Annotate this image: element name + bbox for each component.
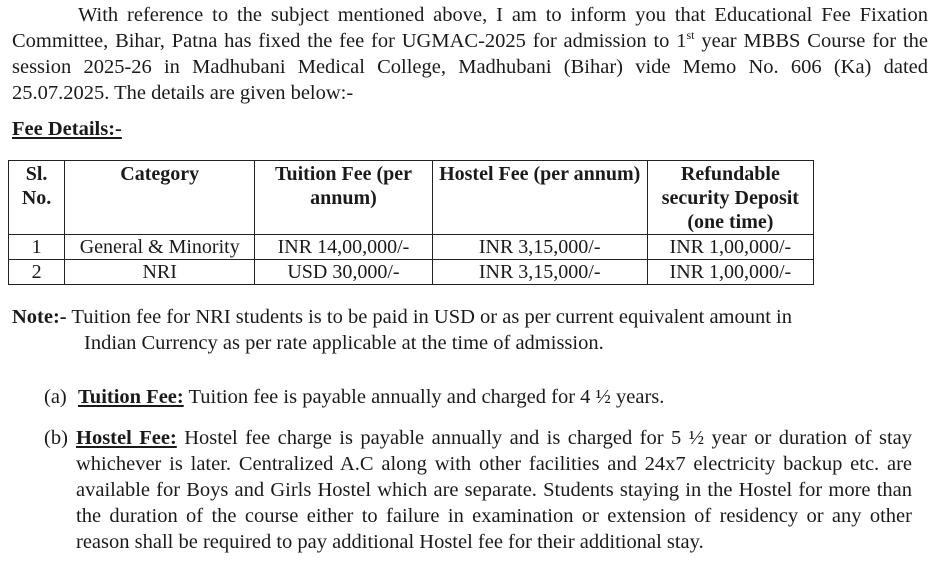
cell-hostel-fee: INR 3,15,000/- bbox=[432, 235, 647, 260]
cell-tuition-fee: USD 30,000/- bbox=[255, 260, 432, 285]
item-text: Hostel fee charge is payable annually and is charged for 5 ½ year or duration of stay whichever is later. Centralized A.C along with other facilities and 24x7 electricity backup etc. are available for Boys and Girls Hostel which are separate. Students staying in the Hostel for more than the duration of the course either to failure in examination or extension of residency or any other reason shall be required to pay additional Hostel fee for their additional stay. bbox=[76, 427, 913, 553]
cell-tuition-fee: INR 14,00,000/- bbox=[255, 235, 432, 260]
item-marker: (b) bbox=[44, 427, 68, 449]
header-hostel-fee: Hostel Fee (per annum) bbox=[432, 161, 647, 235]
note-line-1: Tuition fee for NRI students is to be paid in USD or as per current equivalent amount in bbox=[66, 306, 792, 328]
cell-hostel-fee: INR 3,15,000/- bbox=[432, 260, 647, 285]
cell-security-deposit: INR 1,00,000/- bbox=[647, 260, 813, 285]
note-line-2: Indian Currency as per rate applicable at the time of admission. bbox=[84, 332, 604, 354]
list-item-tuition-fee bbox=[44, 384, 924, 410]
cell-sl-no: 1 bbox=[9, 235, 65, 260]
cell-category: NRI bbox=[65, 260, 255, 285]
table-row bbox=[9, 235, 814, 260]
cell-category: General & Minority bbox=[65, 235, 255, 260]
item-heading: Tuition Fee: bbox=[78, 386, 184, 408]
cell-security-deposit: INR 1,00,000/- bbox=[647, 235, 813, 260]
header-category: Category bbox=[65, 161, 255, 235]
list-item-hostel-fee bbox=[44, 425, 912, 555]
table-row bbox=[9, 260, 814, 285]
intro-paragraph bbox=[12, 2, 928, 106]
note-paragraph bbox=[12, 304, 932, 356]
item-text: Tuition fee is payable annually and charged for 4 ½ years. bbox=[183, 386, 665, 408]
item-marker: (a) bbox=[44, 386, 67, 408]
header-security-deposit: Refundable security Deposit (one time) bbox=[647, 161, 813, 235]
intro-text-end: year MBBS Course for the session 2025-26 in Madhubani Medical College, Madhubani (Bihar) vide Memo No. 606 (Ka) dated 25.07.2025. The details are given below:- bbox=[12, 30, 928, 104]
fee-table bbox=[8, 160, 814, 285]
header-tuition-fee: Tuition Fee (per annum) bbox=[255, 161, 432, 235]
cell-sl-no: 2 bbox=[9, 260, 65, 285]
header-sl-no: Sl. No. bbox=[9, 161, 65, 235]
fee-details-heading: Fee Details:- bbox=[12, 118, 122, 140]
note-label: Note:- bbox=[12, 306, 67, 328]
item-heading: Hostel Fee: bbox=[76, 427, 177, 449]
ordinal-suffix: st bbox=[686, 28, 695, 43]
intro-text-start: With reference to the subject mentioned above, I am to inform you that Educational Fee Fixation Committee, Bihar, Patna has fixed the fee for UGMAC-2025 for admission to 1 bbox=[12, 4, 928, 52]
table-header-row bbox=[9, 161, 814, 235]
